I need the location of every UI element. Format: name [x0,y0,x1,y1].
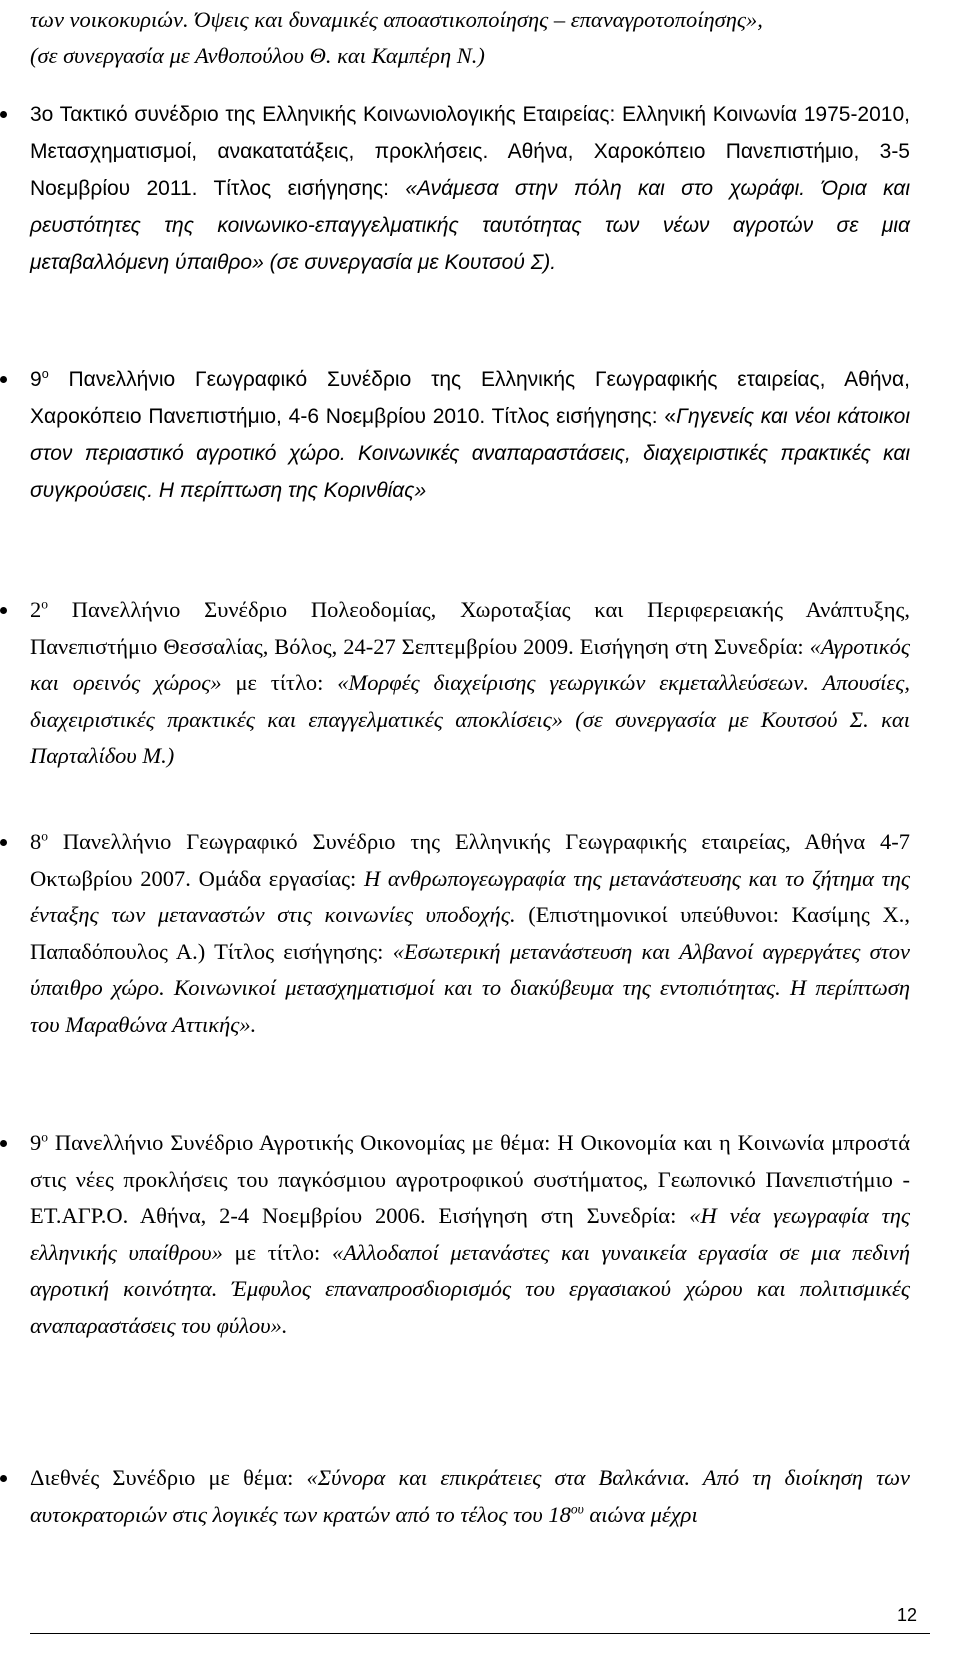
list-item [30,824,910,1043]
footer-rule [30,1633,930,1634]
item-text: με τίτλο: [222,1239,332,1265]
item-text: Πανελλήνιο Γεωγραφικό Συνέδριο της Ελληνικής Γεωγραφικής εταιρείας, Αθήνα, Χαροκόπειο Πανεπιστήμιο, 4-6 Νοεμβρίου 2010. Τίτλος εισήγησης: « [30,368,910,428]
list-item [30,592,910,775]
item-text: Πανελλήνιο Γεωγραφικό Συνέδριο της Ελληνικής Γεωγραφικής εταιρείας, Αθήνα 4-7 Οκτωβρίου 2007. Ομάδα εργασίας: [30,829,910,891]
item-title-italic: «Ανάμεσα στην πόλη και στο χωράφι. Όρια και ρευστότητες της κοινωνικο-επαγγελματικής ταυτότητας των νέων αγροτών σε μια μεταβαλλόμενη ύπαιθρο» (σε συνεργασία με Κουτσού Σ). [30,177,910,274]
page-number: 12 [896,1605,917,1625]
item-title-italic: Γηγενείς και νέοι κάτοικοι στον περιαστικό αγροτικό χώρο. Κοινωνικές αναπαραστάσεις, διαχειριστικές πρακτικές και συγκρούσεις. Η περίπτωση της Κορινθίας» [30,405,910,502]
bullet-icon [0,607,7,614]
list-item [30,96,910,281]
list-item [30,1460,910,1533]
item-title-italic: αιώνα μέχρι [583,1501,698,1527]
item-number: 9 [30,368,42,391]
item-number: 2 [30,597,42,622]
ordinal-suffix: ο [41,596,48,612]
bullet-icon [0,1140,7,1147]
list-item [30,1125,910,1344]
top-fragment-line: (σε συνεργασία με Ανθοπούλου Θ. και Καμπέρη Ν.) [30,43,485,68]
bullet-icon [0,1475,7,1482]
item-text: Διεθνές Συνέδριο με θέμα: [30,1465,307,1490]
ordinal-suffix: ο [41,1129,48,1145]
item-text: Πανελλήνιο Συνέδριο Αγροτικής Οικονομίας με θέμα: Η Οικονομία και η Κοινωνία μπροστά στις νέες προκλήσεις του παγκόσμιου αγροτροφικού συστήματος, Γεωπονικό Πανεπιστήμιο - ΕΤ.ΑΓΡ.Ο. Αθήνα, 2-4 Νοεμβρίου 2006. Εισήγηση στη Συνεδρία: [30,1130,910,1228]
ordinal-suffix: ο [41,828,48,844]
ordinal-suffix: ου [570,1501,584,1516]
item-title-italic: «Μορφές διαχείρισης γεωργικών εκμεταλλεύσεων. Απουσίες, διαχειριστικές πρακτικές και επαγγελματικές αποκλίσεις» (σε συνεργασία με Κουτσού Σ. και Παρταλίδου Μ.) [30,670,911,768]
item-number: 9 [30,1130,42,1155]
session-name-italic: «Η νέα γεωγραφία της ελληνικής υπαίθρου» [30,1203,911,1265]
item-text: 3ο Τακτικό συνέδριο της Ελληνικής Κοινωνιολογικής Εταιρείας: Ελληνική Κοινωνία 1975-2010, Μετασχηματισμοί, ανακατατάξεις, προκλήσεις. Αθήνα, Χαροκόπειο Πανεπιστήμιο, 3-5 Νοεμβρίου 2011. Τίτλος εισήγησης: [30,103,910,200]
item-number: 8 [30,829,42,854]
bullet-icon [0,376,7,383]
item-title-italic: «Εσωτερική μετανάστευση και Αλβανοί αγρεργάτες στον ύπαιθρο χώρο. Κοινωνικοί μετασχηματισμοί και το διακύβευμα της εντοπιότητας. Η περίπτωση του Μαραθώνα Αττικής». [30,938,911,1037]
ordinal-suffix: ο [41,367,49,381]
session-name-italic: «Αγροτικός και ορεινός χώρος» [30,633,910,695]
item-title-italic: «Αλλοδαποί μετανάστες και γυναικεία εργασία σε μια πεδινή αγροτική κοινότητα. Έμφυλος επαναπροσδιορισμός του εργασιακού χώρου και πολιτισμικές αναπαραστάσεις του φύλου». [30,1239,911,1338]
top-fragment-line: των νοικοκυριών. Όψεις και δυναμικές αποαστικοποίησης – επαναγροτοποίησης», [30,7,763,32]
item-title-italic: «Σύνορα και επικράτειες στα Βαλκάνια. Από τη διοίκηση των αυτοκρατοριών στις λογικές των κρατών από το τέλος του 18 [30,1465,910,1527]
item-text: Πανελλήνιο Συνέδριο Πολεοδομίας, Χωροταξίας και Περιφερειακής Ανάπτυξης, Πανεπιστήμιο Θεσσαλίας, Βόλος, 24-27 Σεπτεμβρίου 2009. Εισήγηση στη Συνεδρία: [30,597,910,659]
working-group-italic: Η ανθρωπογεωγραφία της μετανάστευσης και το ζήτημα της ένταξης των μεταναστών στις κοινωνίες υποδοχής. [30,865,910,927]
list-item [30,361,910,509]
bullet-icon [0,111,7,118]
item-text: με τίτλο: [221,670,338,695]
bullet-icon [0,839,7,846]
item-text: (Επιστημονικοί υπεύθυνοι: Κασίμης Χ., Παπαδόπουλος Α.) Τίτλος εισήγησης: [30,902,910,964]
